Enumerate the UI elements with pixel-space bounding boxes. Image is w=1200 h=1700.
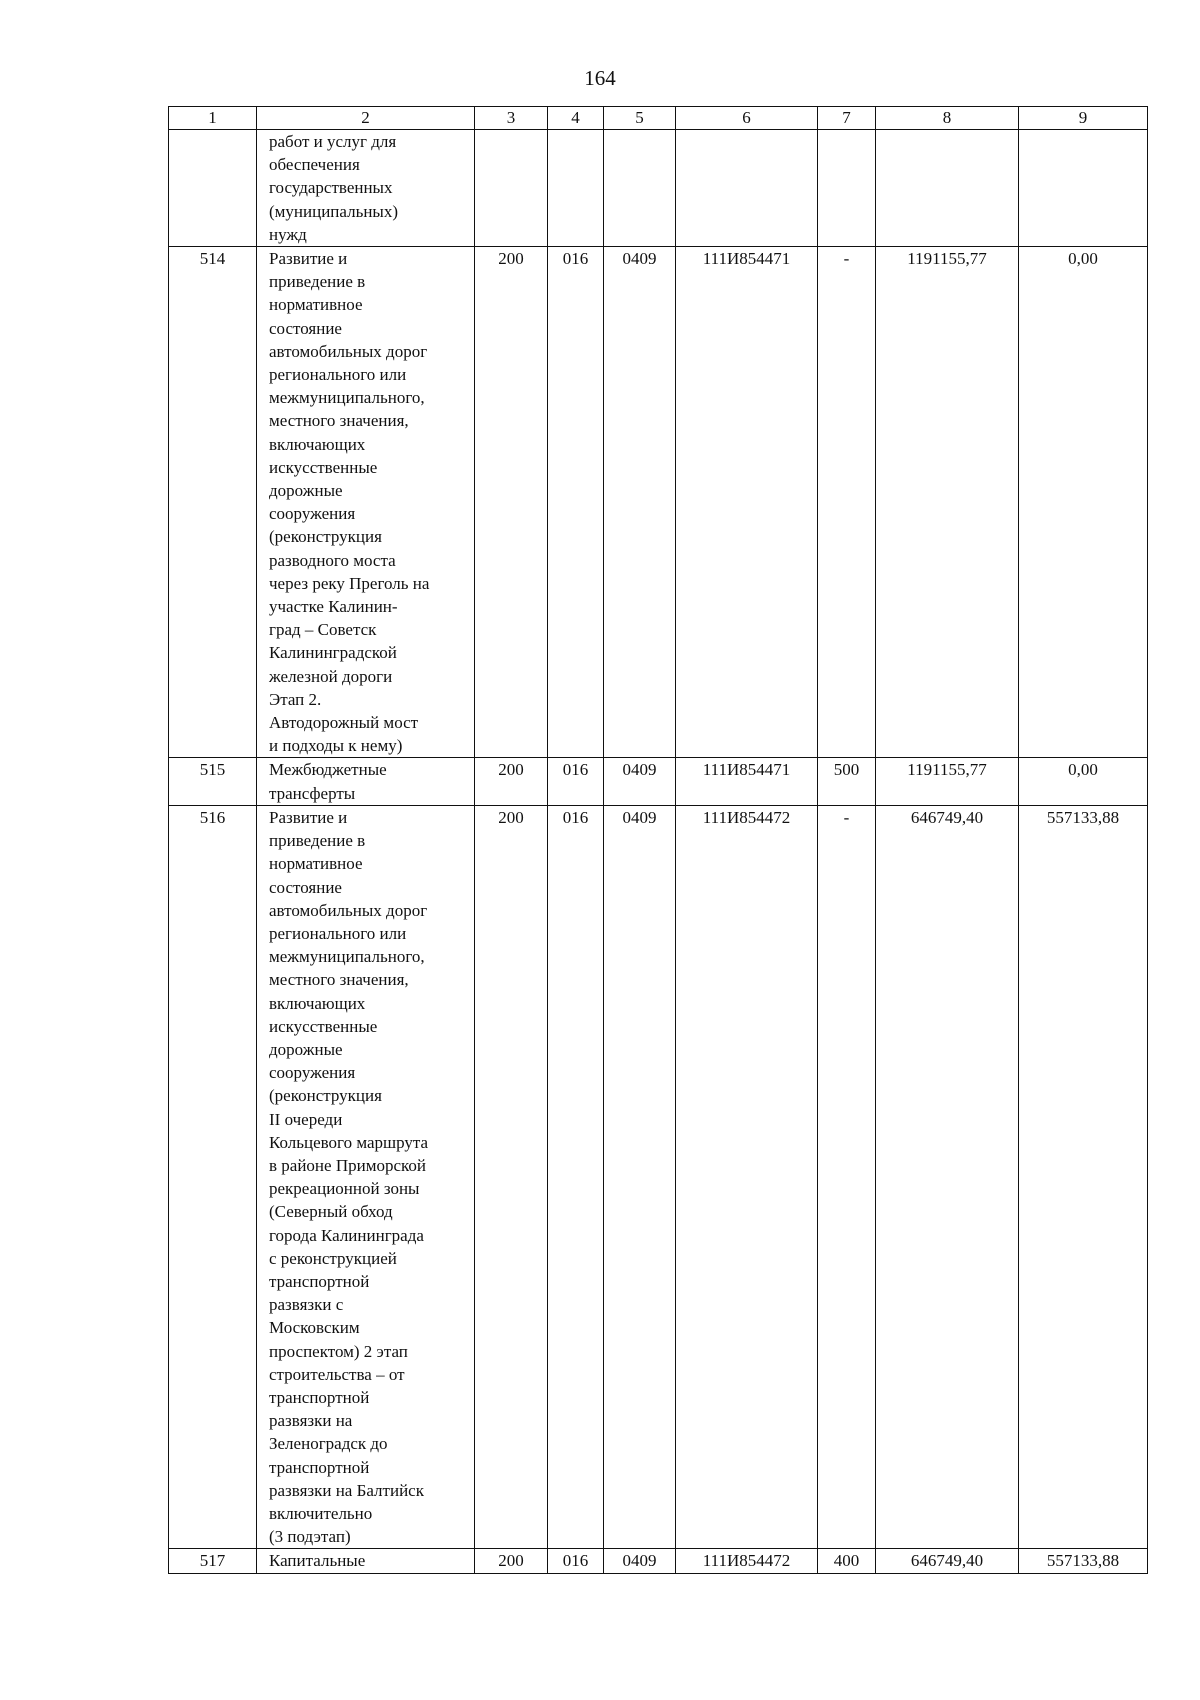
row-number-cell xyxy=(169,130,257,247)
column-header: 1 xyxy=(169,107,257,130)
expense-type-cell: - xyxy=(818,805,876,1549)
table-row xyxy=(169,1549,1148,1573)
code-4-cell: 016 xyxy=(548,805,604,1549)
code-5-cell: 0409 xyxy=(604,805,676,1549)
target-article-cell: 111И854471 xyxy=(676,247,818,758)
code-5-cell: 0409 xyxy=(604,758,676,805)
target-article-cell: 111И854472 xyxy=(676,805,818,1549)
row-number-cell: 515 xyxy=(169,758,257,805)
column-header: 4 xyxy=(548,107,604,130)
code-4-cell: 016 xyxy=(548,247,604,758)
target-article-cell: 111И854471 xyxy=(676,758,818,805)
row-number-cell: 516 xyxy=(169,805,257,1549)
code-4-cell xyxy=(548,130,604,247)
code-4-cell: 016 xyxy=(548,758,604,805)
amount-9-cell: 557133,88 xyxy=(1019,1549,1148,1573)
column-header: 7 xyxy=(818,107,876,130)
amount-9-cell: 0,00 xyxy=(1019,247,1148,758)
target-article-cell: 111И854472 xyxy=(676,1549,818,1573)
amount-9-cell: 557133,88 xyxy=(1019,805,1148,1549)
amount-8-cell: 646749,40 xyxy=(876,805,1019,1549)
page-number: 164 xyxy=(584,66,616,90)
name-cell: Межбюджетные трансферты xyxy=(257,758,475,805)
code-3-cell xyxy=(475,130,548,247)
code-3-cell: 200 xyxy=(475,805,548,1549)
budget-table xyxy=(168,106,1148,1574)
code-4-cell: 016 xyxy=(548,1549,604,1573)
column-header: 3 xyxy=(475,107,548,130)
column-header: 5 xyxy=(604,107,676,130)
table-header-row xyxy=(169,107,1148,130)
table-row xyxy=(169,758,1148,805)
name-cell: Развитие и приведение в нормативное состояние автомобильных дорог регионального или межмуниципального, местного значения, включающих искусственные дорожные сооружения (реконструкция разводного моста через реку Преголь на участке Калинин- град – Советск Калининградской железной дороги Этап 2. Автодорожный мост и подходы к нему) xyxy=(257,247,475,758)
column-header: 9 xyxy=(1019,107,1148,130)
amount-8-cell: 646749,40 xyxy=(876,1549,1019,1573)
row-number-cell: 517 xyxy=(169,1549,257,1573)
code-3-cell: 200 xyxy=(475,247,548,758)
code-5-cell xyxy=(604,130,676,247)
table-row xyxy=(169,805,1148,1549)
amount-8-cell xyxy=(876,130,1019,247)
column-header: 2 xyxy=(257,107,475,130)
row-number-cell: 514 xyxy=(169,247,257,758)
name-cell: Развитие и приведение в нормативное состояние автомобильных дорог регионального или межмуниципального, местного значения, включающих искусственные дорожные сооружения (реконструкция II очереди Кольцевого маршрута в районе Приморской рекреационной зоны (Северный обход города Калининграда с реконструкцией транспортной развязки с Московским проспектом) 2 этап строительства – от транспортной развязки на Зеленоградск до транспортной развязки на Балтийск включительно (3 подэтап) xyxy=(257,805,475,1549)
target-article-cell xyxy=(676,130,818,247)
table-row xyxy=(169,130,1148,247)
column-header: 6 xyxy=(676,107,818,130)
expense-type-cell xyxy=(818,130,876,247)
expense-type-cell: 400 xyxy=(818,1549,876,1573)
amount-8-cell: 1191155,77 xyxy=(876,247,1019,758)
code-3-cell: 200 xyxy=(475,1549,548,1573)
amount-9-cell: 0,00 xyxy=(1019,758,1148,805)
code-3-cell: 200 xyxy=(475,758,548,805)
column-header: 8 xyxy=(876,107,1019,130)
code-5-cell: 0409 xyxy=(604,247,676,758)
code-5-cell: 0409 xyxy=(604,1549,676,1573)
expense-type-cell: - xyxy=(818,247,876,758)
table-row xyxy=(169,247,1148,758)
amount-9-cell xyxy=(1019,130,1148,247)
name-cell: Капитальные xyxy=(257,1549,475,1573)
amount-8-cell: 1191155,77 xyxy=(876,758,1019,805)
name-cell: работ и услуг для обеспечения государственных (муниципальных) нужд xyxy=(257,130,475,247)
expense-type-cell: 500 xyxy=(818,758,876,805)
